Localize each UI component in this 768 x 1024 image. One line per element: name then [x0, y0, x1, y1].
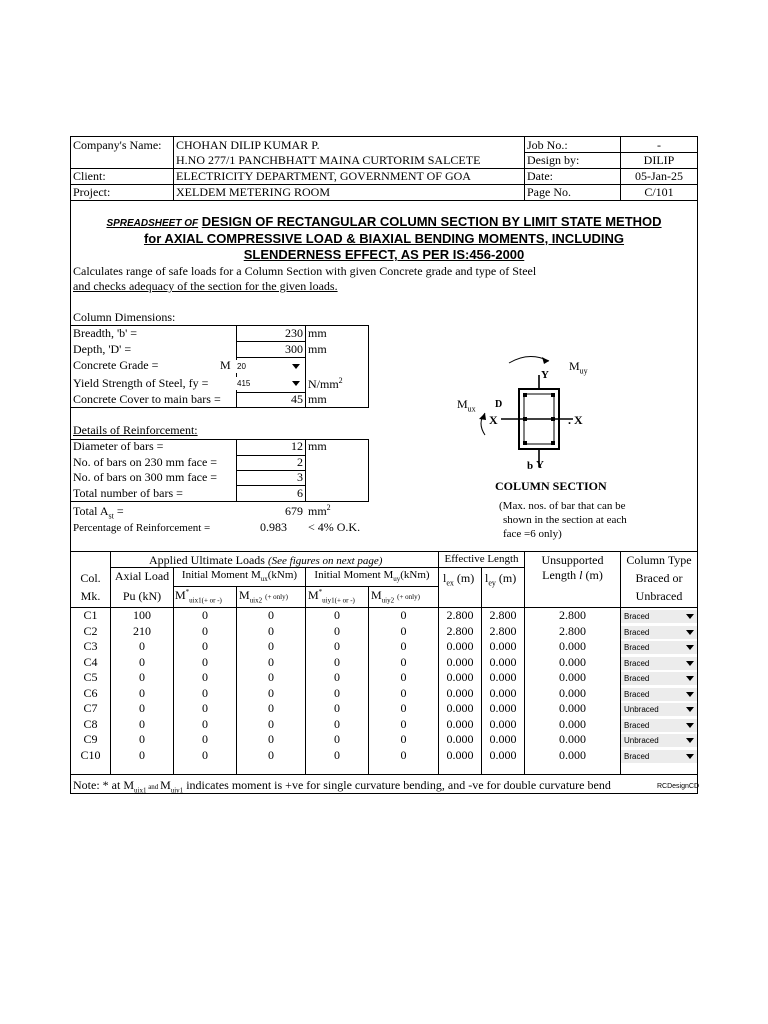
bar	[551, 393, 555, 397]
table-cell-m2y[interactable]: 0	[400, 623, 407, 638]
table-cell-ley[interactable]: 0.000	[489, 732, 517, 746]
table-cell-mk: C10	[80, 747, 101, 762]
mux-header-sub: ux	[260, 575, 268, 584]
table-cell-lex[interactable]: 0.000	[446, 654, 474, 669]
divider	[368, 325, 369, 408]
column-type-dropdown[interactable]	[621, 672, 697, 685]
table-cell-lex[interactable]: 0.000	[446, 701, 474, 715]
table-cell-lex[interactable]: 2.800	[446, 608, 474, 622]
table-cell-pu[interactable]: 100	[133, 608, 151, 622]
column-type-dropdown[interactable]	[621, 626, 697, 639]
ast-label-a: Total A	[73, 504, 109, 518]
m2y-header-a: M	[371, 588, 382, 602]
column-type-value: Braced	[624, 627, 650, 637]
table-cell-m2x[interactable]: 0	[268, 670, 274, 684]
table-cell-pu[interactable]: 0	[139, 685, 145, 700]
table-cell-m1x[interactable]: 0	[202, 670, 208, 684]
table-cell-m1y[interactable]: 0	[334, 670, 340, 684]
breadth-unit: mm	[308, 326, 327, 340]
m1x-header-sup: *	[185, 588, 190, 596]
table-cell-m1x[interactable]: 0	[202, 732, 208, 746]
page-value: C/101	[644, 185, 674, 199]
column-type-value: Braced	[624, 674, 650, 683]
bar	[523, 417, 527, 421]
table-cell-l: 2.800	[559, 623, 586, 638]
ast-label-sub: st	[108, 511, 114, 521]
table-cell-pu[interactable]: 0	[139, 732, 145, 746]
muy-label	[569, 359, 588, 375]
table-cell-lex[interactable]: 0.000	[446, 639, 474, 653]
date-value: 05-Jan-25	[635, 169, 683, 183]
m2x-header	[239, 588, 288, 604]
table-cell-m2y[interactable]: 0	[400, 654, 407, 669]
column-type-value: Unbraced	[624, 705, 659, 714]
breadth-value[interactable]: 230	[285, 326, 303, 340]
table-cell-ley[interactable]: 2.800	[489, 608, 517, 622]
description-line1: Calculates range of safe loads for a Column Section with given Concrete grade and type of Steel	[73, 264, 537, 278]
table-cell-m2y[interactable]: 0	[400, 732, 407, 746]
bar	[551, 417, 555, 421]
ast-unit-sup: 2	[326, 503, 331, 512]
table-cell-m2x[interactable]: 0	[268, 685, 274, 700]
table-cell-lex[interactable]: 0.000	[446, 732, 474, 746]
x-left-label: X	[489, 413, 498, 427]
table-cell-m2x[interactable]: 0	[268, 608, 274, 622]
table-cell-m2x[interactable]: 0	[268, 654, 274, 669]
table-cell-mk: C6	[83, 685, 98, 700]
chevron-down-icon	[686, 738, 694, 743]
table-cell-mk: C9	[83, 732, 98, 746]
m2x-header-sub: uix2	[249, 596, 263, 605]
footer-note-sub1: uix1	[134, 786, 147, 795]
ast-unit-text: mm	[308, 504, 327, 518]
chevron-down-icon	[686, 630, 694, 635]
axial-header-2: Pu (kN)	[122, 589, 162, 603]
chevron-down-icon	[686, 754, 694, 759]
table-cell-mk: C7	[83, 701, 98, 715]
column-type-header-1: Column Type	[626, 553, 692, 567]
table-cell-pu[interactable]: 0	[139, 701, 145, 715]
depth-value[interactable]: 300	[285, 342, 303, 356]
chevron-down-icon	[292, 381, 300, 386]
ley-header-sub: ey	[488, 578, 496, 588]
dia-unit: mm	[308, 439, 327, 453]
ley-header	[485, 571, 516, 587]
ley-header-a: l	[485, 571, 489, 585]
table-cell-pu[interactable]: 210	[133, 623, 151, 638]
grade-label: Concrete Grade =	[73, 358, 159, 372]
table-cell-pu[interactable]: 0	[139, 670, 145, 684]
column-type-value: Braced	[624, 658, 650, 668]
table-cell-m2x[interactable]: 0	[268, 639, 274, 653]
bar	[523, 441, 527, 445]
date-label: Date:	[527, 169, 553, 183]
x-right-label: . X	[568, 413, 583, 427]
m2x-header-a: M	[239, 588, 250, 602]
table-cell-ley[interactable]: 0.000	[489, 747, 517, 762]
grade-value: 20	[237, 362, 246, 371]
muy-arrowhead	[542, 357, 549, 364]
grade-prefix: M	[220, 358, 231, 372]
table-cell-m2y[interactable]: 0	[400, 701, 407, 715]
column-type-dropdown[interactable]	[621, 719, 697, 732]
muy-label-sub: uy	[579, 366, 588, 376]
column-type-value: Unbraced	[624, 736, 659, 745]
table-cell-m1y[interactable]: 0	[334, 623, 340, 638]
unsupported-unit: (m)	[585, 568, 603, 582]
ast-value: 679	[285, 504, 303, 518]
depth-label: Depth, 'D' =	[73, 342, 132, 356]
table-cell-l: 2.800	[559, 608, 586, 622]
title-line1	[71, 214, 697, 229]
table-cell-pu[interactable]: 0	[139, 654, 145, 669]
bar	[523, 393, 527, 397]
dia-value[interactable]: 12	[291, 439, 303, 453]
bar	[551, 441, 555, 445]
table-cell-mk: C5	[83, 670, 98, 684]
table-cell-ley[interactable]: 0.000	[489, 639, 517, 653]
bars300-label: No. of bars on 300 mm face =	[73, 470, 218, 484]
cover-label: Concrete Cover to main bars =	[73, 392, 221, 406]
table-cell-lex[interactable]: 0.000	[446, 747, 474, 762]
divider	[71, 200, 697, 201]
design-value: DILIP	[643, 153, 675, 167]
bars230-label: No. of bars on 230 mm face =	[73, 455, 218, 469]
table-cell-ley[interactable]: 0.000	[489, 716, 517, 731]
job-label: Job No.:	[527, 138, 568, 152]
table-cell-m2x[interactable]: 0	[268, 732, 274, 746]
pct-label-text: Percentage of Reinforcement =	[73, 522, 211, 534]
column-type-value: Braced	[624, 643, 650, 652]
company-label: Company's Name:	[73, 138, 162, 152]
table-cell-m1x[interactable]: 0	[202, 654, 208, 669]
mux-label-text: M	[457, 397, 468, 411]
table-cell-pu[interactable]: 0	[139, 747, 145, 762]
m1y-header-sub: uiy1(+ or -)	[322, 596, 355, 605]
table-cell-m1y[interactable]: 0	[334, 732, 340, 746]
m1y-header-sup: *	[318, 588, 323, 596]
column-type-value: Braced	[624, 751, 650, 761]
column-type-value: Braced	[624, 612, 650, 621]
chevron-down-icon	[686, 614, 694, 619]
table-cell-m1x[interactable]: 0	[202, 701, 208, 715]
table-cell-ley[interactable]: 2.800	[489, 623, 517, 638]
section-note-2: shown in the section at each	[503, 514, 627, 526]
table-cell-m1x[interactable]: 0	[202, 623, 208, 638]
m2x-header-b: (+ only)	[265, 593, 288, 601]
total-bars-value: 6	[297, 486, 303, 500]
footer-note	[73, 778, 611, 794]
chevron-down-icon	[686, 723, 694, 728]
pct-value: 0.983	[260, 520, 287, 534]
y-bottom-label: Y	[536, 459, 544, 471]
fy-unit-sup: 2	[338, 376, 343, 385]
table-cell-l: 0.000	[559, 670, 586, 684]
chevron-down-icon	[686, 692, 694, 697]
m1x-header-sub: uix1(+ or -)	[189, 596, 222, 605]
column-type-value: Braced	[624, 720, 650, 730]
cover-unit: mm	[308, 392, 327, 406]
column-type-dropdown[interactable]	[621, 750, 697, 763]
table-cell-lex[interactable]: 2.800	[446, 623, 474, 638]
divider	[71, 774, 697, 775]
table-cell-l: 0.000	[559, 654, 586, 669]
unsupported-header-1: Unsupported	[541, 553, 604, 567]
title-prefix: SPREADSHEET OF	[106, 218, 199, 229]
fy-unit	[308, 376, 343, 392]
table-cell-ley[interactable]: 0.000	[489, 685, 517, 700]
chevron-down-icon	[686, 676, 694, 681]
mux-arrowhead	[479, 413, 486, 420]
table-cell-m2x[interactable]: 0	[268, 716, 274, 731]
company-address: H.NO 277/1 PANCHBHATT MAINA CURTORIM SALCETE	[176, 153, 481, 167]
section-caption: COLUMN SECTION	[495, 479, 607, 493]
unsupported-header-2	[525, 568, 620, 583]
mux-header-a: Initial Moment M	[181, 569, 261, 581]
pct-check: < 4% O.K.	[308, 520, 361, 534]
table-cell-m1y[interactable]: 0	[334, 608, 340, 622]
divider	[305, 325, 306, 408]
pct-label	[73, 520, 210, 535]
muy-label-text: M	[569, 359, 580, 373]
applied-loads-title: Applied Ultimate Loads	[149, 553, 265, 567]
table-cell-m2x[interactable]: 0	[268, 701, 274, 715]
m1x-header	[175, 588, 222, 604]
dia-label: Diameter of bars =	[73, 439, 164, 453]
axial-header-1: Axial Load	[114, 569, 170, 583]
chevron-down-icon	[292, 364, 300, 369]
table-cell-m2y[interactable]: 0	[400, 747, 407, 762]
table-cell-l: 0.000	[559, 701, 586, 715]
table-cell-m1y[interactable]: 0	[334, 716, 340, 731]
muy-header-b: (kNm)	[400, 569, 430, 581]
description-line2: and checks adequacy of the section for the given loads.	[73, 279, 338, 293]
divider	[71, 184, 697, 185]
bars230-value[interactable]: 2	[297, 455, 303, 469]
effective-length-header: Effective Length	[444, 553, 519, 565]
footer-note-and: and	[146, 783, 161, 791]
column-type-header-2: Braced or	[635, 571, 683, 585]
table-cell-m2x[interactable]: 0	[268, 747, 274, 762]
m1y-header	[308, 588, 355, 604]
m2y-header-sub: uiy2	[381, 596, 395, 605]
unsupported-length: Length	[542, 568, 577, 582]
table-cell-l: 0.000	[559, 716, 586, 731]
footer-note-m: M	[160, 778, 171, 792]
table-cell-m1y[interactable]: 0	[334, 747, 340, 762]
table-cell-mk: C1	[83, 608, 98, 622]
table-cell-mk: C2	[83, 623, 98, 638]
title-line3: SLENDERNESS EFFECT, AS PER IS:456-2000	[243, 247, 525, 262]
col-header-2: Mk.	[80, 589, 101, 603]
table-cell-lex[interactable]: 0.000	[446, 685, 474, 700]
title-line2: for AXIAL COMPRESSIVE LOAD & BIAXIAL BENDING MOMENTS, INCLUDING	[143, 231, 625, 246]
company-name: CHOHAN DILIP KUMAR P.	[176, 138, 320, 152]
b-label: b	[527, 460, 534, 472]
table-cell-l: 0.000	[559, 639, 586, 653]
m2y-header	[371, 588, 420, 604]
table-cell-m1y[interactable]: 0	[334, 639, 340, 653]
table-cell-m1x[interactable]: 0	[202, 608, 208, 622]
col-header-1: Col.	[80, 571, 101, 585]
table-cell-m1x[interactable]: 0	[202, 747, 208, 762]
table-cell-ley[interactable]: 0.000	[489, 701, 517, 715]
design-sheet	[70, 136, 698, 794]
table-cell-ley[interactable]: 0.000	[489, 670, 517, 684]
section-note-1: (Max. nos. of bar that can be	[499, 500, 626, 512]
fy-value: 415	[237, 379, 251, 388]
divider	[71, 551, 697, 552]
applied-loads-header	[149, 553, 382, 568]
total-bars-label: Total number of bars =	[73, 486, 183, 500]
table-cell-m2y[interactable]: 0	[400, 639, 407, 653]
column-type-dropdown[interactable]	[621, 657, 697, 670]
table-cell-l: 0.000	[559, 732, 586, 746]
dimensions-heading: Column Dimensions:	[73, 310, 176, 324]
column-type-value: Braced	[624, 689, 650, 699]
ast-label-b: =	[113, 504, 124, 518]
muy-header-a: Initial Moment M	[314, 569, 394, 581]
client-label: Client:	[73, 169, 106, 183]
m1y-header-a: M	[308, 588, 319, 602]
depth-unit: mm	[308, 342, 327, 356]
table-cell-ley[interactable]: 0.000	[489, 654, 517, 669]
applied-loads-note: (See figures on next page)	[267, 555, 383, 567]
mux-header	[174, 569, 305, 583]
column-type-dropdown[interactable]	[621, 734, 697, 747]
table-cell-lex[interactable]: 0.000	[446, 670, 474, 684]
table-cell-pu[interactable]: 0	[139, 639, 145, 653]
footer-note-b: indicates moment is +ve for single curvature bending, and -ve for double curvature bend	[183, 778, 611, 792]
column-type-dropdown[interactable]	[621, 703, 697, 716]
mux-header-b: (kNm)	[267, 569, 298, 581]
table-cell-m2y[interactable]: 0	[400, 716, 407, 731]
table-cell-m2y[interactable]: 0	[400, 670, 407, 684]
table-cell-m1y[interactable]: 0	[334, 701, 340, 715]
grade-dropdown[interactable]	[234, 360, 304, 373]
table-cell-pu[interactable]: 0	[139, 716, 145, 731]
chevron-down-icon	[686, 661, 694, 666]
table-cell-m2x[interactable]: 0	[268, 623, 274, 638]
section-note-3: face =6 only)	[503, 528, 562, 540]
ast-unit	[308, 503, 331, 519]
reinforcement-heading: Details of Reinforcement:	[73, 423, 198, 437]
unsupported-l: l	[579, 568, 583, 582]
table-cell-m1x[interactable]: 0	[202, 685, 208, 700]
table-cell-l: 0.000	[559, 685, 586, 700]
muy-header-sub: uy	[393, 575, 401, 584]
table-cell-m1y[interactable]: 0	[334, 654, 340, 669]
m2y-header-b: (+ only)	[397, 593, 420, 601]
table-cell-lex[interactable]: 0.000	[446, 716, 474, 731]
table-cell-m1x[interactable]: 0	[202, 716, 208, 731]
lex-header-a: l	[443, 571, 447, 585]
ley-header-b: (m)	[495, 571, 517, 585]
ast-label	[73, 504, 124, 520]
column-type-dropdown[interactable]	[621, 610, 697, 623]
column-type-dropdown[interactable]	[621, 688, 697, 701]
client-value: ELECTRICITY DEPARTMENT, GOVERNMENT OF GOA	[176, 169, 471, 183]
page-label: Page No.	[527, 185, 571, 199]
table-cell-m1x[interactable]: 0	[202, 639, 208, 653]
project-value: XELDEM METERING ROOM	[176, 185, 330, 199]
cover-value[interactable]: 45	[291, 392, 303, 406]
table-cell-m1y[interactable]: 0	[334, 685, 340, 700]
bars300-value[interactable]: 3	[297, 470, 303, 484]
table-cell-mk: C4	[83, 654, 98, 669]
divider	[236, 357, 306, 358]
fy-label: Yield Strength of Steel, fy =	[73, 376, 209, 390]
lex-header	[443, 571, 474, 587]
brand-label: RCDesignCD	[657, 783, 700, 790]
d-label: D	[495, 399, 503, 410]
table-cell-m2y[interactable]: 0	[400, 608, 407, 622]
m1x-header-a: M	[175, 588, 186, 602]
design-label: Design by:	[527, 153, 580, 167]
mux-label	[457, 397, 476, 413]
job-value: -	[657, 138, 661, 152]
column-type-header-3: Unbraced	[635, 589, 683, 603]
lex-header-sub: ex	[446, 578, 454, 588]
footer-note-a: Note: * at M	[73, 778, 134, 792]
table-cell-m2y[interactable]: 0	[400, 685, 407, 700]
breadth-label: Breadth, 'b' =	[73, 326, 138, 340]
table-cell-mk: C3	[83, 639, 98, 653]
muy-header	[306, 569, 438, 583]
title-main: DESIGN OF RECTANGULAR COLUMN SECTION BY LIMIT STATE METHOD	[201, 214, 662, 229]
y-top-label: Y	[541, 369, 549, 381]
fy-dropdown[interactable]	[234, 377, 304, 390]
project-label: Project:	[73, 185, 111, 199]
mux-label-sub: ux	[467, 404, 476, 414]
table-cell-l: 0.000	[559, 747, 586, 762]
chevron-down-icon	[686, 645, 694, 650]
footer-note-sub2: uiy1	[170, 786, 184, 795]
chevron-down-icon	[686, 707, 694, 712]
table-cell-mk: C8	[83, 716, 98, 731]
column-type-dropdown[interactable]	[621, 641, 697, 654]
lex-header-b: (m)	[453, 571, 475, 585]
fy-unit-text: N/mm	[308, 377, 339, 391]
